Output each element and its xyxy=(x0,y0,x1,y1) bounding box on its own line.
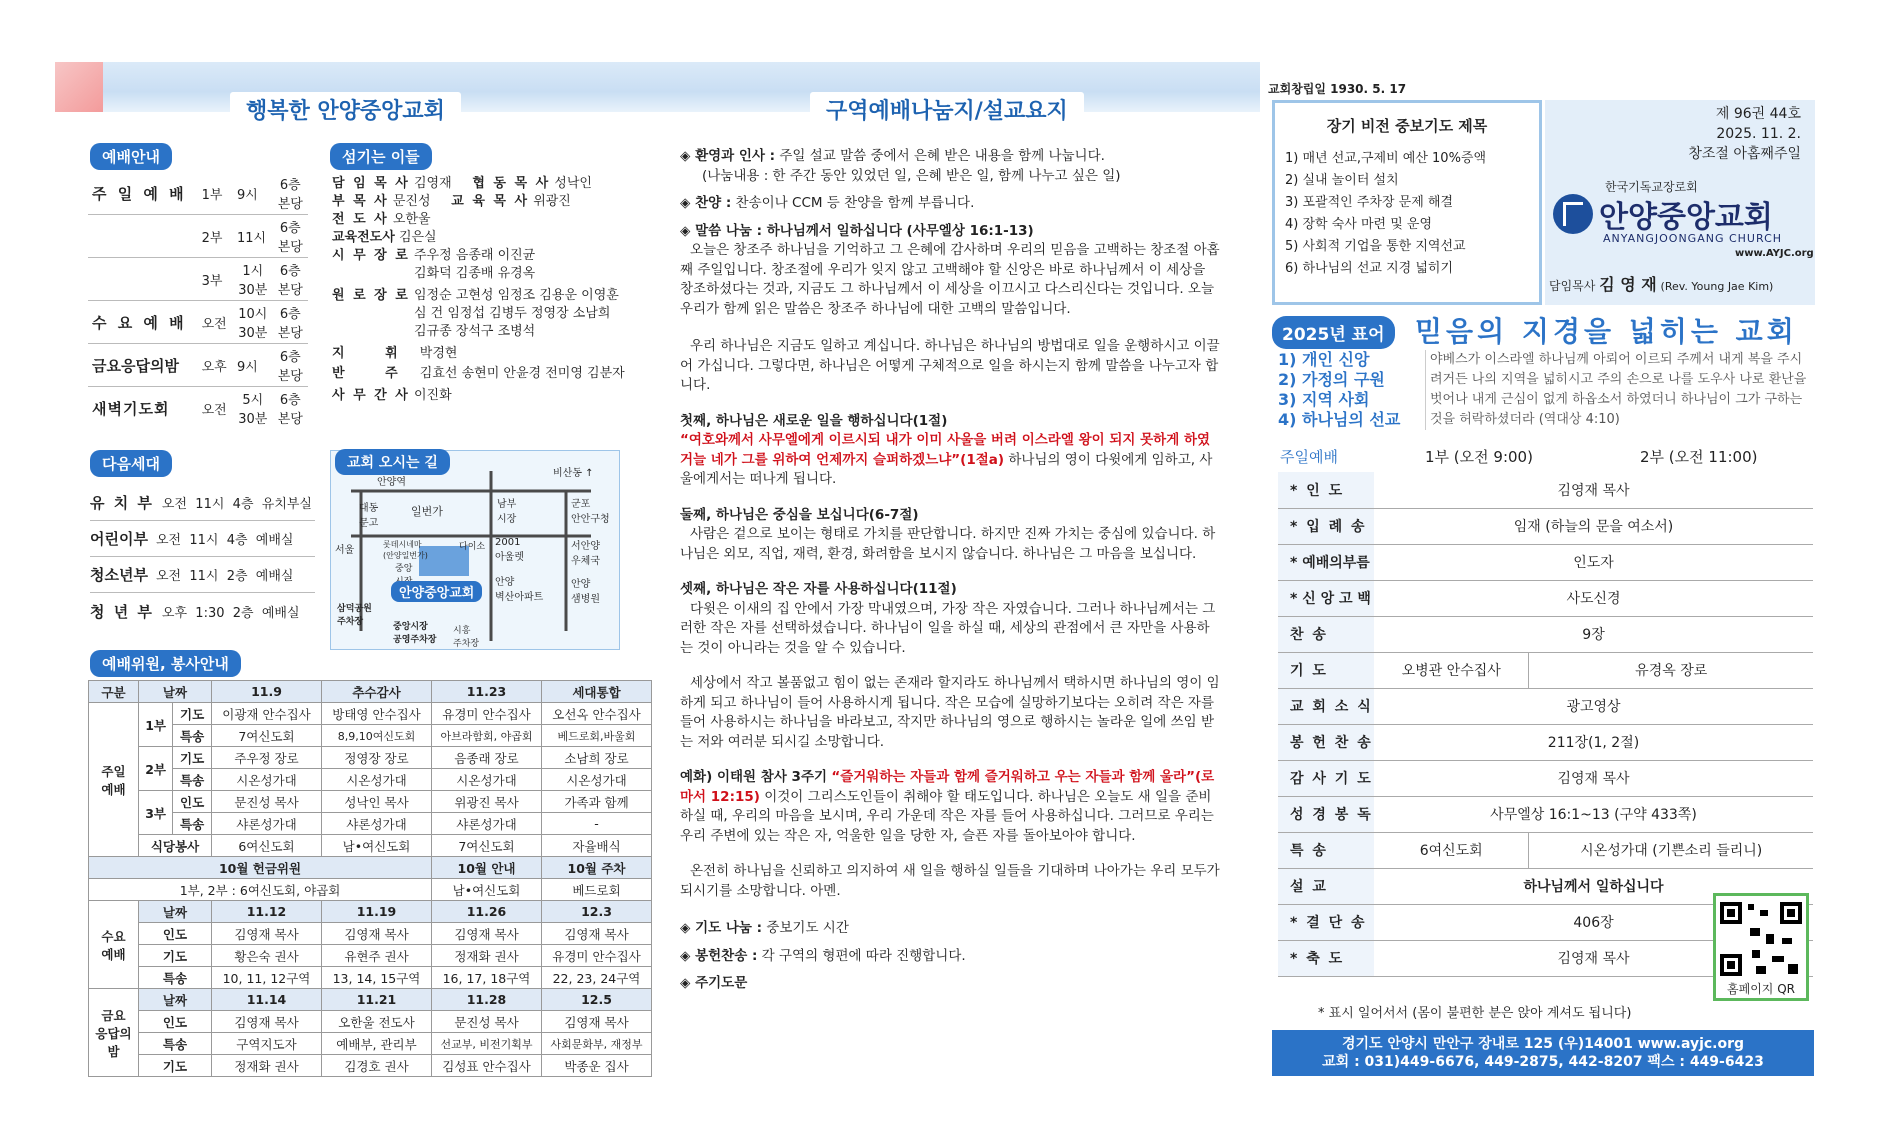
duty-role: 기도 xyxy=(173,747,212,769)
worship-time: 1시 30분 xyxy=(233,258,273,301)
order-key: * 예배의부름 xyxy=(1278,544,1374,580)
map-label: 롯데시네마 (안양일번가) xyxy=(383,540,428,560)
servant-names: 김효선 송현미 안윤경 전미영 김분자 xyxy=(419,366,625,381)
nextgen-info: 오전 11시 4층 유치부실 xyxy=(161,497,312,512)
duty-role: 특송 xyxy=(139,1033,212,1055)
duty-cell: 샤론성가대 xyxy=(322,813,432,835)
nextgen-name: 청소년부 xyxy=(90,566,148,584)
servant-names: 문진성 xyxy=(392,194,431,209)
order-value: 김영재 목사 xyxy=(1374,760,1813,796)
duty-cell: 황은숙 권사 xyxy=(212,945,322,967)
duty-table xyxy=(88,680,652,1077)
middle-banner-title: 구역예배나눔지/설교요지 xyxy=(810,92,1084,127)
duty-header: 11.21 xyxy=(322,989,432,1011)
goal-item: 4) 하나님의 선교 xyxy=(1278,410,1401,429)
duty-cell: 오한울 전도사 xyxy=(322,1011,432,1033)
duty-cell: 김영재 목사 xyxy=(432,923,542,945)
map-label: 비산동 ↑ xyxy=(553,468,594,479)
duty-role: 기도 xyxy=(139,1055,212,1077)
duty-cell: 위광진 목사 xyxy=(432,791,542,813)
church-website: www.AYJC.org xyxy=(1735,248,1814,259)
nextgen-info: 오전 11시 4층 예배실 xyxy=(155,533,294,548)
duty-cell: 남•여신도회 xyxy=(322,835,432,857)
sermon-title-value: 하나님께서 일하십니다 xyxy=(1374,868,1813,904)
servant-role: 전 도 사 xyxy=(332,212,389,227)
item-text: 찬송이나 CCM 등 찬양을 함께 부릅니다. xyxy=(731,195,975,211)
duty-cell: 문진성 목사 xyxy=(432,1011,542,1033)
map-label: 중앙 xyxy=(395,564,413,574)
order-key: 감 사 기 도 xyxy=(1278,760,1374,796)
order-value: 211장(1, 2절) xyxy=(1374,724,1813,760)
worship-name: 주 일 예 배 xyxy=(88,172,198,215)
duty-cell: 7여신도회 xyxy=(212,725,322,747)
order-value: 유경옥 장로 xyxy=(1529,652,1813,688)
church-logo-icon xyxy=(1553,194,1593,234)
order-value: 사무엘상 16:1~13 (구약 433쪽) xyxy=(1374,796,1813,832)
duty-cell: 오선옥 안수집사 xyxy=(542,703,652,725)
order-value: 오병관 안수집사 xyxy=(1374,652,1529,688)
footer-line: 교회 : 031)449-6676, 449-2875, 442-8207 팩스 : 449-6423 xyxy=(1322,1054,1764,1070)
church-name: 안양중앙교회 xyxy=(1599,200,1773,235)
duty-part: 1부 xyxy=(139,703,173,747)
sermon-point-title: 첫째, 하나님은 새로운 일을 행하십니다(1절) xyxy=(680,412,948,429)
map-label: 중앙시장 공영주차장 xyxy=(393,622,437,645)
duty-role: 특송 xyxy=(173,725,212,747)
sermon-quote: “즐거워하는 자들과 함께 즐거워하고 우는 자들과 함께 울라”(로마서 12:15) xyxy=(680,769,1215,805)
worship-time: 9시 xyxy=(233,344,273,387)
duty-role: 기도 xyxy=(139,945,212,967)
prayer-title: 장기 비전 중보기도 제목 xyxy=(1326,117,1488,135)
pastor-name-en: (Rev. Young Jae Kim) xyxy=(1660,280,1774,293)
sermon-paragraph: 온전히 하나님을 신뢰하고 의지하여 새 일을 행하실 일들을 기대하며 나아가는 우리 모두가 되시기를 소망합니다. 아멘. xyxy=(680,863,1220,899)
goal-item: 1) 개인 신앙 xyxy=(1278,350,1370,369)
order-key: 성 경 봉 독 xyxy=(1278,796,1374,832)
worship-time: 10시 30분 xyxy=(233,301,273,344)
duty-header: 10월 주차 xyxy=(542,857,652,879)
duty-cell: 22, 23, 24구역 xyxy=(542,967,652,989)
worship-place: 6층 본당 xyxy=(273,215,308,258)
prayer-item: 4) 장학 숙사 마련 및 운영 xyxy=(1285,217,1433,232)
servant-role: 담 임 목 사 xyxy=(332,176,410,191)
map-label: 일번가 xyxy=(411,505,443,518)
map-label: 시흥 주차장 xyxy=(453,626,480,649)
duty-header: 11.19 xyxy=(322,901,432,923)
goals-list xyxy=(1278,350,1400,430)
goal-item: 2) 가정의 구원 xyxy=(1278,370,1385,389)
duty-cell: 이광재 안수집사 xyxy=(212,703,322,725)
servant-names: 오한울 xyxy=(392,212,431,227)
nextgen-name: 유 치 부 xyxy=(90,494,154,512)
standing-note: * 표시 일어서서 (몸이 불편한 분은 앉아 계셔도 됩니다) xyxy=(1318,1006,1632,1021)
duty-cell: 유경미 안수집사 xyxy=(432,703,542,725)
map-label: 군포 안안구청 xyxy=(571,499,610,525)
servant-names: 김은실 xyxy=(398,230,437,245)
item-text: (나눔내용 : 한 주간 동안 있었던 일, 은혜 받은 일, 함께 나누고 싶은 일) xyxy=(702,167,1121,184)
duty-cell: 7여신도회 xyxy=(432,835,542,857)
worship-time: 11시 xyxy=(233,215,273,258)
servant-role: 반 주 xyxy=(332,366,416,381)
duty-cell: 가족과 함께 xyxy=(542,791,652,813)
map-label: 안양 샘병원 xyxy=(571,579,600,605)
duty-cell: 김영재 목사 xyxy=(322,923,432,945)
servant-names: 성낙인 xyxy=(554,176,592,191)
duty-cell: 선교부, 비전기획부 xyxy=(432,1033,542,1055)
worship-name: 수 요 예 배 xyxy=(88,301,198,344)
footer-line: 경기도 안양시 만안구 장내로 125 (우)14001 www.ayjc.org xyxy=(1341,1036,1745,1052)
order-value: 광고영상 xyxy=(1374,688,1813,724)
duty-cell: 아브라함회, 야곱회 xyxy=(432,725,542,747)
duty-part: 2부 xyxy=(139,747,173,791)
duty-header: 11.26 xyxy=(432,901,542,923)
worship-place: 6층 본당 xyxy=(277,393,303,427)
duty-cell: 성낙인 목사 xyxy=(322,791,432,813)
servant-names: 김영재 xyxy=(413,176,452,191)
worship-part: 2부 xyxy=(198,215,233,258)
prayer-item: 1) 매년 선교,구제비 예산 10%증액 xyxy=(1285,151,1487,166)
nextgen-name: 청 년 부 xyxy=(90,602,154,621)
worship-part: 1부 xyxy=(198,172,233,215)
order-value: 김영재 목사 xyxy=(1374,940,1813,976)
duty-group-label: 주일 예배 xyxy=(89,703,139,857)
duty-cell: 박종운 집사 xyxy=(542,1055,652,1077)
worship-name xyxy=(88,258,198,301)
duty-cell: 16, 17, 18구역 xyxy=(432,967,542,989)
duty-cell: 주우정 장로 xyxy=(212,747,322,769)
duty-cell: 샤론성가대 xyxy=(432,813,542,835)
duty-role: 식당봉사 xyxy=(139,835,212,857)
item-head: ◈ 봉헌찬송 : xyxy=(680,947,758,964)
servant-names: 주우정 음종래 이진균 김화덕 김종배 유경옥 xyxy=(413,248,536,281)
order-key: 교 회 소 식 xyxy=(1278,688,1374,724)
duty-cell: 샤론성가대 xyxy=(212,813,322,835)
duty-header: 11.9 xyxy=(212,681,322,703)
duty-cell: - xyxy=(542,813,652,835)
prayer-item: 2) 실내 놀이터 설치 xyxy=(1285,173,1399,188)
qr-label: 홈페이지 QR xyxy=(1727,982,1795,996)
order-key: * 인 도 xyxy=(1278,472,1374,508)
item-head: ◈ 환영과 인사 : xyxy=(680,148,776,164)
map-label: 서울 xyxy=(335,545,355,556)
order-key: 기 도 xyxy=(1278,652,1374,688)
nextgen-info: 오후 1:30 2층 예배실 xyxy=(161,605,300,621)
nextgen-title: 다음세대 xyxy=(90,450,172,477)
worship-part: 오전 xyxy=(198,301,233,344)
map-label: 남부 시장 xyxy=(497,499,517,525)
nextgen-info: 오전 11시 2층 예배실 xyxy=(155,569,294,584)
worship-name: 금요응답의밤 xyxy=(88,344,198,387)
duty-cell: 1부, 2부 : 6여신도회, 야곱회 xyxy=(89,879,432,901)
worship-place: 6층 본당 xyxy=(273,301,308,344)
qr-code-icon xyxy=(1716,898,1806,980)
order-key: 찬 송 xyxy=(1278,616,1374,652)
sermon-notes xyxy=(680,147,1220,994)
order-value: 인도자 xyxy=(1374,544,1813,580)
duty-cell: 13, 14, 15구역 xyxy=(322,967,432,989)
worship-place: 6층 본당 xyxy=(273,172,308,215)
duty-cell: 구역지도자 xyxy=(212,1033,322,1055)
prayer-list xyxy=(1275,148,1539,280)
sermon-quote: “여호와께서 사무엘에게 이르시되 내가 이미 사울을 버려 이스라엘 왕이 되지 못하게 하였거늘 네가 그를 위하여 언제까지 슬퍼하겠느냐”(1절a) xyxy=(680,432,1211,468)
duty-header: 날짜 xyxy=(139,989,212,1011)
duty-role: 인도 xyxy=(139,1011,212,1033)
duty-cell: 남•여신도회 xyxy=(432,879,542,901)
order-part1: 1부 (오전 9:00) xyxy=(1425,448,1533,466)
item-head: ◈ 주기도문 xyxy=(680,975,748,991)
duty-cell: 예배부, 관리부 xyxy=(322,1033,432,1055)
duty-group-label: 금요 응답의 밤 xyxy=(89,989,139,1077)
duty-header: 10월 안내 xyxy=(432,857,542,879)
order-value: 임재 (하늘의 문을 여소서) xyxy=(1374,508,1813,544)
order-key: 설 교 xyxy=(1278,868,1374,904)
item-text: 중보기도 시간 xyxy=(762,920,849,936)
duty-cell: 정재화 권사 xyxy=(212,1055,322,1077)
duty-cell: 김영재 목사 xyxy=(212,1011,322,1033)
duty-cell: 김경호 권사 xyxy=(322,1055,432,1077)
duty-cell: 베드로회 xyxy=(542,879,652,901)
worship-place: 6층 본당 xyxy=(273,258,308,301)
servant-role: 시 무 장 로 xyxy=(332,248,410,263)
order-part2: 2부 (오전 11:00) xyxy=(1640,448,1758,466)
duty-cell: 방태영 안수집사 xyxy=(322,703,432,725)
order-key: 봉 헌 찬 송 xyxy=(1278,724,1374,760)
duty-cell: 김성표 안수집사 xyxy=(432,1055,542,1077)
duty-role: 특송 xyxy=(173,769,212,791)
duty-header: 12.3 xyxy=(542,901,652,923)
church-header xyxy=(1545,100,1815,305)
sermon-paragraph: 오늘은 창조주 하나님을 기억하고 그 은혜에 감사하며 우리의 믿음을 고백하는 창조절 아홉째 주일입니다. 창조절에 우리가 잊지 않고 고백해야 할 신앙은 바로 하나님께서 이 세상을 창조하셨다는 것과, 지금도 그 하나님께서 이 세상을 이끄시고 다스리신다는 것입니다. 오늘 우리가 함께 읽은 말씀은 창조주 하나님에 대한 고백의 말씀입니다. xyxy=(680,242,1220,317)
duty-cell: 시온성가대 xyxy=(322,769,432,791)
worship-time: 9시 xyxy=(233,172,273,215)
duty-cell: 김영재 목사 xyxy=(542,923,652,945)
map-church-label: 안양중앙교회 xyxy=(391,581,482,602)
worship-guide-table xyxy=(88,172,308,429)
issue-sunday: 창조절 아홉째주일 xyxy=(1688,146,1801,162)
map-label: 안양 벽산아파트 xyxy=(495,577,544,603)
duty-role: 특송 xyxy=(173,813,212,835)
servant-role: 교육전도사 xyxy=(332,230,395,245)
order-key: * 입 례 송 xyxy=(1278,508,1374,544)
worship-part: 오후 xyxy=(198,344,233,387)
duty-cell: 문진성 목사 xyxy=(212,791,322,813)
duty-cell: 정영장 장로 xyxy=(322,747,432,769)
duty-cell: 소남희 장로 xyxy=(542,747,652,769)
servants-title: 섬기는 이들 xyxy=(330,143,432,170)
duty-role: 인도 xyxy=(139,923,212,945)
left-banner-title: 행복한 안양중앙교회 xyxy=(230,92,461,127)
duty-header: 날짜 xyxy=(139,681,212,703)
map-label: 다이소 xyxy=(459,542,486,552)
sermon-paragraph: 사람은 겉으로 보이는 형태로 가치를 판단합니다. 하지만 진짜 가치는 중심에 있습니다. 하나님은 외모, 직업, 재력, 환경, 화려함을 보시지 않습니다. 하나님은 그 마음을 보십니다. xyxy=(680,526,1216,562)
duty-header: 12.5 xyxy=(542,989,652,1011)
map-label: 서안양 우체국 xyxy=(571,541,600,567)
pastor-label: 담임목사 xyxy=(1549,279,1596,293)
map-label: 대동 문고 xyxy=(359,503,379,529)
church-name-en: ANYANGJOONGANG CHURCH xyxy=(1603,232,1783,245)
duty-cell: 사회문화부, 재정부 xyxy=(542,1033,652,1055)
duty-role: 인도 xyxy=(173,791,212,813)
motto-badge: 2025년 표어 xyxy=(1272,316,1395,349)
duty-header: 10월 헌금위원 xyxy=(89,857,432,879)
duty-header: 11.12 xyxy=(212,901,322,923)
servant-names: 이진화 xyxy=(413,388,452,403)
sermon-paragraph: 다윗은 이새의 집 안에서 가장 막내였으며, 가장 작은 자였습니다. 그러나 하나님께서는 그러한 작은 자를 선택하셨습니다. 하나님이 일을 하실 때, 세상의 관점에서 큰 자만을 사용하는 것이 아니라는 것을 알 수 있습니다. xyxy=(680,600,1216,656)
order-value: 406장 xyxy=(1374,904,1813,940)
duty-header: 구분 xyxy=(89,681,139,703)
order-label: 주일예배 xyxy=(1280,448,1338,466)
worship-guide-title: 예배안내 xyxy=(90,143,172,170)
map-label: 2001 아울렛 xyxy=(495,537,524,563)
duty-header: 세대통합 xyxy=(542,681,652,703)
duty-cell: 8,9,10여신도회 xyxy=(322,725,432,747)
duty-header: 11.28 xyxy=(432,989,542,1011)
sermon-point-title: 셋째, 하나님은 작은 자를 사용하십니다(11절) xyxy=(680,581,957,597)
order-key: * 결 단 송 xyxy=(1278,904,1374,940)
duty-cell: 김영재 목사 xyxy=(212,923,322,945)
duty-header: 11.14 xyxy=(212,989,322,1011)
order-value: 9장 xyxy=(1374,616,1813,652)
duty-cell: 정재화 권사 xyxy=(432,945,542,967)
map-title: 교회 오시는 길 xyxy=(335,449,450,475)
worship-place: 6층 본당 xyxy=(273,344,308,387)
sermon-paragraph: 하나님의 영이 다윗에게 임하고, 사울에게서는 떠나게 됩니다. xyxy=(680,451,1213,487)
duty-role: 기도 xyxy=(173,703,212,725)
prayer-item: 6) 하나님의 선교 지경 넓히기 xyxy=(1285,261,1454,276)
sermon-paragraph: 세상에서 작고 볼품없고 힘이 없는 존재라 할지라도 하나님께서 택하시면 하나님의 영이 임하게 되고 하나님이 들어 사용하시게 됩니다. 작은 모습에 실망하기보다는 오히려 작은 자를 들어 사용하시는 하나님을 바라보고, 작지만 하나님의 영으로 행하시는 놀라운 일에 쓰임 받는 저와 여러분 되시길 소망합니다. xyxy=(680,675,1220,750)
duty-group-label: 수요 예배 xyxy=(89,901,139,989)
sermon-point-title: 둘째, 하나님은 중심을 보십니다(6-7절) xyxy=(680,506,919,523)
item-text: 주일 설교 말씀 중에서 은혜 받은 내용을 함께 나눕니다. xyxy=(775,148,1105,164)
servant-role: 교 육 목 사 xyxy=(451,194,530,209)
duty-part: 3부 xyxy=(139,791,173,835)
duty-cell: 김영재 목사 xyxy=(542,1011,652,1033)
order-value: 김영재 목사 xyxy=(1374,472,1813,508)
motto: 믿음의 지경을 넓히는 교회 xyxy=(1415,315,1798,348)
servant-role: 사 무 간 사 xyxy=(332,388,410,403)
order-value: 시온성가대 (기쁜소리 들리니) xyxy=(1529,832,1813,868)
duty-header: 11.23 xyxy=(432,681,542,703)
duty-cell: 유현주 권사 xyxy=(322,945,432,967)
map-label: 안양역 xyxy=(377,477,406,488)
worship-name xyxy=(88,215,198,258)
footer-address xyxy=(1272,1030,1814,1076)
qr-code[interactable] xyxy=(1713,893,1809,1001)
duty-cell: 시온성가대 xyxy=(432,769,542,791)
servant-role: 부 목 사 xyxy=(332,194,389,209)
sermon-paragraph: 이것이 그리스도인들이 취해야 할 태도입니다. 하나님은 오늘도 새 일을 준비하실 때, 우리의 마음을 보시며, 우리 가운데 작은 자를 들어 사용하십니다. 그러므로 우리는 우리 주변에 있는 작은 자, 억울한 일을 당한 자, 슬픈 자를 돌아보아야 합니다. xyxy=(680,788,1214,844)
prayer-item: 5) 사회적 기업을 통한 지역선교 xyxy=(1285,239,1466,254)
duty-role: 특송 xyxy=(139,967,212,989)
servant-names: 박경현 xyxy=(419,346,458,361)
item-head: ◈ 찬양 : xyxy=(680,195,732,211)
order-key: * 신 앙 고 백 xyxy=(1278,580,1374,616)
sermon-paragraph: 우리 하나님은 지금도 일하고 계십니다. 하나님은 하나님의 방법대로 일을 운행하시고 이끌어 가십니다. 그렇다면, 하나님은 어떻게 구체적으로 일을 하시는지 함께 말씀을 나누고자 합니다. xyxy=(680,338,1220,393)
duty-cell: 베드로회,바울회 xyxy=(542,725,652,747)
issue-date: 2025. 11. 2. xyxy=(1716,126,1801,142)
item-head: ◈ 기도 나눔 : xyxy=(680,920,763,936)
sermon-title: ◈ 말씀 나눔 : 하나님께서 일하십니다 (사무엘상 16:1-13) xyxy=(680,222,1034,239)
servants-list xyxy=(332,175,632,405)
duty-cell: 시온성가대 xyxy=(212,769,322,791)
servant-names: 임정순 고현성 임정조 김용운 이영훈 심 건 임정섭 김병두 정영장 소남희 김규종 장석구 조병석 xyxy=(413,288,619,339)
worship-part: 3부 xyxy=(198,258,233,301)
servant-role: 협 동 목 사 xyxy=(472,176,551,191)
directions-map xyxy=(330,450,620,650)
nextgen-list xyxy=(90,485,315,629)
order-value: 사도신경 xyxy=(1374,580,1813,616)
pastor-name: 김 영 재 xyxy=(1599,275,1657,294)
duty-cell: 10, 11, 12구역 xyxy=(212,967,322,989)
order-value: 6여신도회 xyxy=(1374,832,1529,868)
flower-photo xyxy=(55,62,103,112)
duty-cell: 음종래 장로 xyxy=(432,747,542,769)
order-key: * 축 도 xyxy=(1278,940,1374,976)
duty-header: 날짜 xyxy=(139,901,212,923)
duty-cell: 유경미 안수집사 xyxy=(542,945,652,967)
goal-item: 3) 지역 사회 xyxy=(1278,390,1370,409)
servant-role: 원 로 장 로 xyxy=(332,288,410,303)
motto-verse: 야베스가 이스라엘 하나님께 아뢰어 이르되 주께서 내게 복을 주시려거든 나의 지역을 넓히시고 주의 손으로 나를 도우사 나로 환난을 벗어나 내게 근심이 없게 하옵소서 하였더니 하나님이 그가 구하는 것을 허락하셨더라 (역대상 4:10) xyxy=(1425,350,1810,430)
duty-header: 추수감사 xyxy=(322,681,432,703)
nextgen-name: 어린이부 xyxy=(90,530,148,548)
duty-cell: 6여신도회 xyxy=(212,835,322,857)
duty-cell: 시온성가대 xyxy=(542,769,652,791)
duty-cell: 자율배식 xyxy=(542,835,652,857)
sermon-illustration-head: 예화) 이태원 참사 3주기 xyxy=(680,769,828,785)
order-key: 특 송 xyxy=(1278,832,1374,868)
issue-volume: 제 96권 44호 xyxy=(1715,106,1801,122)
servant-role: 지 휘 xyxy=(332,346,416,361)
worship-time: 5시 30분 xyxy=(238,393,268,427)
founded-date: 교회창립일 1930. 5. 17 xyxy=(1268,82,1407,96)
denomination: 한국기독교장로회 xyxy=(1605,180,1698,194)
worship-name: 새벽기도회 xyxy=(92,399,170,418)
prayer-box xyxy=(1272,100,1542,305)
map-label: 삼덕공원 주차장 xyxy=(337,604,372,627)
item-text: 각 구역의 형편에 따라 진행합니다. xyxy=(757,947,966,964)
servant-names: 위광진 xyxy=(533,194,571,209)
duty-title: 예배위원, 봉사안내 xyxy=(90,650,241,677)
worship-part: 오전 xyxy=(201,402,227,418)
prayer-item: 3) 포괄적인 주차장 문제 해결 xyxy=(1285,195,1454,210)
